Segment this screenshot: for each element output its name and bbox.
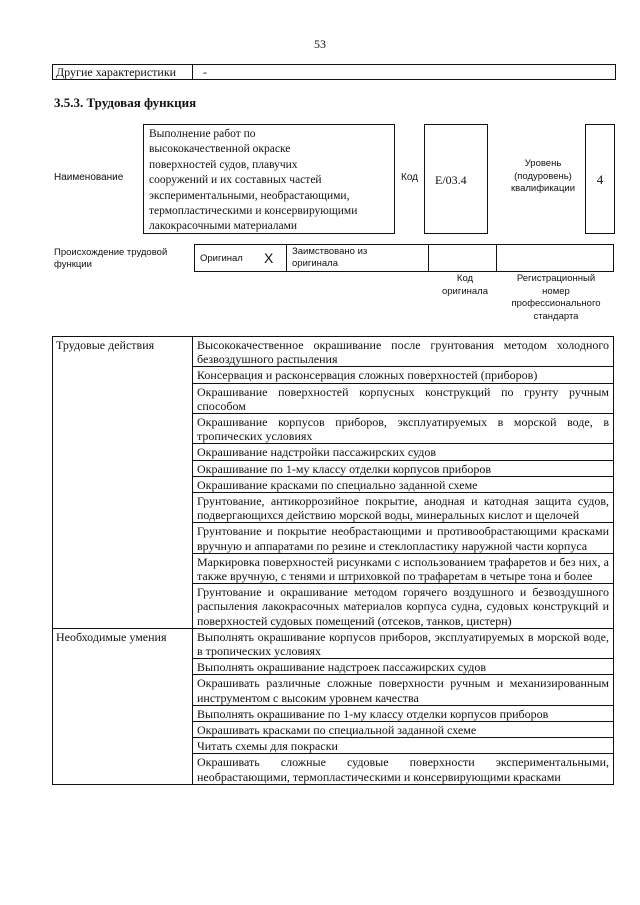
other-characteristics-row [52, 64, 616, 80]
labor-action-item: Окрашивание надстройки пассажирских судов [193, 444, 614, 460]
function-name-line: поверхностей судов, плавучих [149, 158, 298, 171]
labor-action-item: Грунтование и покрытие необрастающими и противообрастающими красками вручную и аппаратами по резине и стеклопластику наружной части корпуса [193, 523, 614, 553]
original-mark: X [264, 250, 274, 266]
table-row [53, 675, 614, 705]
origin-label [54, 247, 194, 271]
skill-item: Выполнять окрашивание надстроек пассажирских судов [193, 659, 614, 675]
code-original-line: Код [456, 273, 474, 284]
labor-action-item: Окрашивание по 1-му классу отделки корпусов приборов [193, 460, 614, 476]
function-name-line: высококачественной окраске [149, 143, 291, 156]
labor-action-item: Окрашивание поверхностей корпусных конструкций по грунту ручным способом [193, 383, 614, 413]
table-row [53, 705, 614, 721]
table-row [53, 628, 614, 658]
code-original-label [436, 273, 494, 298]
function-name-box [143, 124, 395, 234]
origin-label-line: Происхождение трудовой [54, 247, 168, 258]
level-value: 4 [596, 172, 604, 187]
origin-borrowed-cell [287, 245, 429, 271]
required-skills-label: Необходимые умения [53, 628, 193, 658]
table-row [53, 584, 614, 629]
skill-item: Выполнять окрашивание по 1-му классу отделки корпусов приборов [193, 705, 614, 721]
table-row [53, 337, 614, 367]
function-name-line: сооружений и их составных частей [149, 174, 322, 187]
table-row [53, 722, 614, 738]
labor-action-item: Окрашивание красками по специально заданной схеме [193, 476, 614, 492]
labor-action-item: Маркировка поверхностей рисунками с использованием трафаретов и без них, а также вручную, с тенями и штриховкой по трафаретам в четыре тона и более [193, 553, 614, 583]
table-row [53, 493, 614, 523]
level-box [585, 124, 615, 234]
code-label: Код [401, 172, 419, 183]
table-row [53, 476, 614, 492]
labor-action-item: Окрашивание корпусов приборов, эксплуатируемых в морской воде, в тропических условиях [193, 414, 614, 444]
other-characteristics-label: Другие характеристики [53, 65, 193, 79]
table-row [53, 444, 614, 460]
skill-item: Читать схемы для покраски [193, 738, 614, 754]
qualification-level-label [498, 158, 588, 196]
table-row [53, 738, 614, 754]
labor-action-item: Консервация и расконсервация сложных поверхностей (приборов) [193, 367, 614, 383]
labor-actions-label: Трудовые действия [53, 337, 193, 367]
page-number: 53 [314, 37, 326, 51]
borrowed-label-line: Заимствовано из [292, 246, 368, 257]
origin-table [194, 244, 614, 272]
skill-item: Окрашивать красками по специальной заданной схеме [193, 722, 614, 738]
table-row [53, 383, 614, 413]
reg-number-line: профессионального [511, 298, 601, 309]
function-name-line: термопластическими и консервирующими [149, 205, 358, 218]
code-value: E/03.4 [435, 173, 467, 187]
table-row [53, 523, 614, 553]
borrowed-label [292, 246, 367, 269]
function-name-line: Выполнение работ по [149, 128, 256, 140]
skill-item: Выполнять окрашивание корпусов приборов, эксплуатируемых в морской воде, в тропических условиях [193, 628, 614, 658]
code-original-line: оригинала [441, 285, 488, 297]
function-details-table [52, 336, 614, 785]
origin-code-cell [429, 245, 497, 271]
table-row [53, 553, 614, 583]
skill-item: Окрашивать различные сложные поверхности ручным и механизированным инструментом с высоким уровнем качества [193, 675, 614, 705]
labor-action-item: Грунтование и окрашивание методом горячего воздушного и безвоздушного распыления лакокрасочных материалов корпуса судна, судовых конструкций и поверхностей судовых помещений (отсеков, танков, цистерн) [193, 584, 614, 629]
table-row [53, 367, 614, 383]
section-title: 3.5.3. Трудовая функция [54, 95, 197, 110]
origin-label-line: функции [54, 259, 92, 270]
registration-number-label [506, 273, 606, 323]
reg-number-line: стандарта [533, 310, 579, 322]
table-row [53, 460, 614, 476]
reg-number-line: номер [542, 285, 570, 297]
level-label-line: (подуровень) [514, 170, 572, 182]
code-box [424, 124, 488, 234]
labor-action-item: Грунтование, антикоррозийное покрытие, анодная и катодная защита судов, подвергающихся действию морской воды, минеральных кислот и щелочей [193, 493, 614, 523]
table-row [53, 754, 614, 784]
function-name-line: лакокрасочными материалами [149, 220, 298, 233]
original-label: Оригинал [200, 253, 243, 264]
labor-action-item: Высококачественное окрашивание после грунтования методом холодного безвоздушного распыления [193, 337, 614, 367]
borrowed-label-line: оригинала [292, 257, 339, 269]
reg-number-line: Регистрационный [516, 273, 596, 284]
origin-original-cell [195, 245, 287, 271]
function-name-line: экспериментальными, необрастающими, [149, 189, 350, 202]
table-row [53, 414, 614, 444]
table-row [53, 659, 614, 675]
skill-item: Окрашивать сложные судовые поверхности экспериментальными, необрастающими, термопластическими и консервирующими красками [193, 754, 614, 784]
level-label-line: Уровень [524, 158, 562, 169]
name-label: Наименование [54, 172, 124, 183]
other-characteristics-value: - [203, 65, 207, 79]
level-label-line: квалификации [510, 183, 576, 194]
